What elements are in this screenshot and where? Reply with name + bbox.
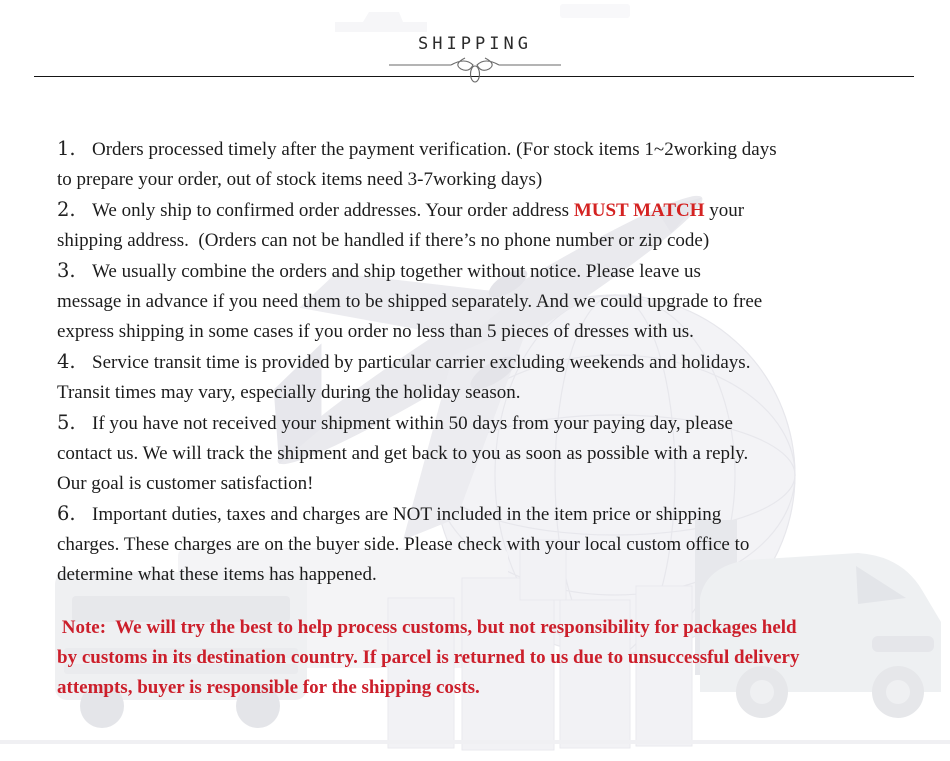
list-item bbox=[57, 256, 910, 347]
item-text: Important duties, taxes and charges are NOT included in the item price or shipping bbox=[92, 504, 722, 525]
list-item bbox=[57, 195, 910, 256]
highlight-text: MUST MATCH bbox=[573, 200, 705, 221]
shipping-title: SHIPPING bbox=[418, 34, 532, 54]
item-line: Transit times may vary, especially during the holiday season. bbox=[57, 382, 521, 403]
item-line: to prepare your order, out of stock items need 3-7working days) bbox=[57, 169, 543, 190]
item-line: message in advance if you need them to be shipped separately. And we could upgrade to free bbox=[57, 291, 763, 312]
shipping-header bbox=[0, 0, 950, 77]
item-text: Service transit time is provided by particular carrier excluding weekends and holidays. bbox=[92, 352, 751, 373]
item-number: 4. bbox=[57, 350, 76, 373]
item-line: contact us. We will track the shipment and get back to you as soon as possible with a reply. bbox=[57, 443, 749, 464]
item-number: 2. bbox=[57, 198, 76, 221]
item-text: We only ship to confirmed order addresses. Your order address bbox=[92, 200, 574, 221]
item-line bbox=[57, 195, 910, 226]
item-text: your bbox=[704, 200, 745, 221]
note-line: Note: We will try the best to help process customs, but not responsibility for packages held bbox=[57, 617, 797, 638]
item-line bbox=[57, 408, 910, 439]
list-item bbox=[57, 499, 910, 590]
item-line bbox=[57, 134, 910, 165]
note-line: attempts, buyer is responsible for the shipping costs. bbox=[57, 677, 480, 698]
item-line bbox=[57, 347, 910, 378]
item-line: express shipping in some cases if you order no less than 5 pieces of dresses with us. bbox=[57, 321, 694, 342]
item-number: 1. bbox=[57, 137, 76, 160]
floor-line bbox=[0, 740, 950, 744]
item-line bbox=[57, 256, 910, 287]
item-line bbox=[57, 499, 910, 530]
shipping-list bbox=[0, 77, 950, 703]
item-line: determine what these items has happened. bbox=[57, 564, 377, 585]
item-line: Our goal is customer satisfaction! bbox=[57, 473, 314, 494]
customs-note bbox=[57, 613, 910, 703]
note-line: by customs in its destination country. If parcel is returned to us due to unsuccessful delivery bbox=[57, 647, 800, 668]
item-text: If you have not received your shipment within 50 days from your paying day, please bbox=[92, 413, 733, 434]
item-text: We usually combine the orders and ship together without notice. Please leave us bbox=[92, 261, 701, 282]
item-line: shipping address. (Orders can not be handled if there’s no phone number or zip code) bbox=[57, 230, 710, 251]
item-number: 3. bbox=[57, 259, 76, 282]
item-number: 5. bbox=[57, 411, 76, 434]
item-number: 6. bbox=[57, 502, 76, 525]
item-line: charges. These charges are on the buyer side. Please check with your local custom office to bbox=[57, 534, 750, 555]
item-text: Orders processed timely after the payment verification. (For stock items 1~2working days bbox=[92, 139, 777, 160]
list-item bbox=[57, 134, 910, 195]
list-item bbox=[57, 408, 910, 499]
list-item bbox=[57, 347, 910, 408]
